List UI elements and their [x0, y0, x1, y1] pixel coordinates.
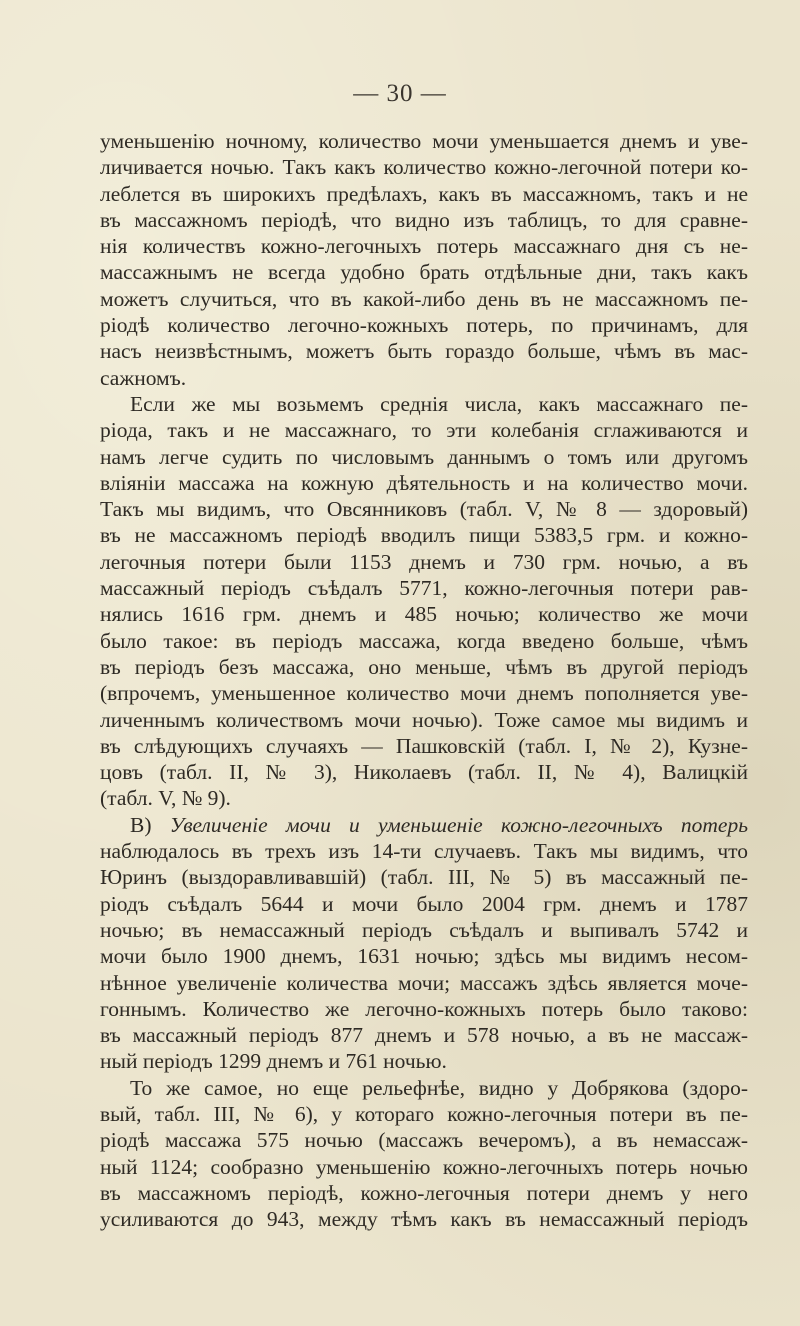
section-heading-b [100, 812, 748, 838]
text-line: ный періодъ 1299 днемъ и 761 ночью. [100, 1049, 447, 1074]
text-line: личеннымъ количествомъ мочи ночью). Тоже самое мы видимъ и [100, 707, 748, 732]
text-line: усиливаются до 943, между тѣмъ какъ въ немассажный періодъ [100, 1207, 748, 1232]
text-line: гоннымъ. Количество же легочно-кожныхъ потерь было таково: [100, 996, 748, 1021]
text-line: вый, табл. III, № 6), у котораго кожно-легочныя потери въ пе- [100, 1101, 748, 1126]
text-line: въ массажномъ періодѣ, кожно-легочныя потери днемъ у него [100, 1180, 748, 1205]
text-line: ріодъ съѣдалъ 5644 и мочи было 2004 грм. днемъ и 1787 [100, 891, 748, 916]
text-line: массажнымъ не всегда удобно брать отдѣльные дни, такъ какъ [100, 260, 748, 285]
text-line: (табл. V, № 9). [100, 786, 231, 811]
text-line: личивается ночью. Такъ какъ количество кожно-легочной потери ко- [100, 155, 748, 180]
text-line: нія количествъ кожно-легочныхъ потерь массажнаго дня съ не- [100, 234, 748, 259]
section-title: Увеличеніе мочи и уменьшеніе кожно-легочныхъ потерь [169, 812, 748, 837]
section-prefix: В) [130, 812, 170, 837]
text-line: нялись 1616 грм. днемъ и 485 ночью; количество же мочи [100, 602, 748, 627]
body-text [100, 128, 748, 1232]
paragraph-start: Если же мы возьмемъ среднія числа, какъ массажнаго пе- [130, 391, 748, 416]
text-line: ріодѣ количество легочно-кожныхъ потерь, по причинамъ, для [100, 313, 748, 338]
text-line: ріода, такъ и не массажнаго, то эти колебанія сглаживаются и [100, 418, 748, 443]
text-line: легочныя потери были 1153 днемъ и 730 грм. ночью, а въ [100, 549, 748, 574]
text-line: мочи было 1900 днемъ, 1631 ночью; здѣсь мы видимъ несом- [100, 944, 748, 969]
text-line: ріодѣ массажа 575 ночью (массажъ вечеромъ), а въ немассаж- [100, 1128, 748, 1153]
text-line: ный 1124; сообразно уменьшенію кожно-легочныхъ потерь ночью [100, 1154, 748, 1179]
text-line: въ періодъ безъ массажа, оно меньше, чѣмъ въ другой періодъ [100, 654, 748, 679]
text-line: въ слѣдующихъ случаяхъ — Пашковскій (табл. I, № 2), Кузне- [100, 733, 748, 758]
text-line: Такъ мы видимъ, что Овсянниковъ (табл. V, № 8 — здоровый) [100, 497, 748, 522]
text-line: наблюдалось въ трехъ изъ 14-ти случаевъ. Такъ мы видимъ, что [100, 839, 748, 864]
text-line: намъ легче судить по числовымъ даннымъ о томъ или другомъ [100, 444, 748, 469]
text-line: цовъ (табл. II, № 3), Николаевъ (табл. II, № 4), Валицкій [100, 760, 748, 785]
text-line: сажномъ. [100, 365, 187, 390]
page-number: — 30 — [353, 80, 447, 107]
text-line: нѣнное увеличеніе количества мочи; массажъ здѣсь является моче- [100, 970, 748, 995]
text-line: въ массажномъ періодѣ, что видно изъ таблицъ, то для сравне- [100, 207, 748, 232]
text-line: можетъ случиться, что въ какой-либо день въ не массажномъ пе- [100, 286, 748, 311]
text-line: вліяніи массажа на кожную дѣятельность и на количество мочи. [100, 470, 748, 495]
text-line: уменьшенію ночному, количество мочи уменьшается днемъ и уве- [100, 129, 748, 153]
text-line: было такое: въ періодъ массажа, когда введено больше, чѣмъ [100, 628, 748, 653]
text-line: насъ неизвѣстнымъ, можетъ быть гораздо больше, чѣмъ въ мас- [100, 339, 748, 364]
text-line: массажный періодъ съѣдалъ 5771, кожно-легочныя потери рав- [100, 576, 748, 601]
text-line: (впрочемъ, уменьшенное количество мочи днемъ пополняется уве- [100, 681, 748, 706]
paragraph-start: То же самое, но еще рельефнѣе, видно у Добрякова (здоро- [130, 1075, 748, 1100]
text-line: въ не массажномъ періодѣ вводилъ пищи 5383,5 грм. и кожно- [100, 523, 748, 548]
text-line: Юринъ (выздоравливавшій) (табл. III, № 5) въ массажный пе- [100, 865, 748, 890]
text-line: леблется въ широкихъ предѣлахъ, какъ въ массажномъ, такъ и не [100, 181, 748, 206]
text-line: ночью; въ немассажный періодъ съѣдалъ и выпивалъ 5742 и [100, 917, 748, 942]
text-line: въ массажный періодъ 877 днемъ и 578 ночью, а въ не массаж- [100, 1023, 748, 1048]
